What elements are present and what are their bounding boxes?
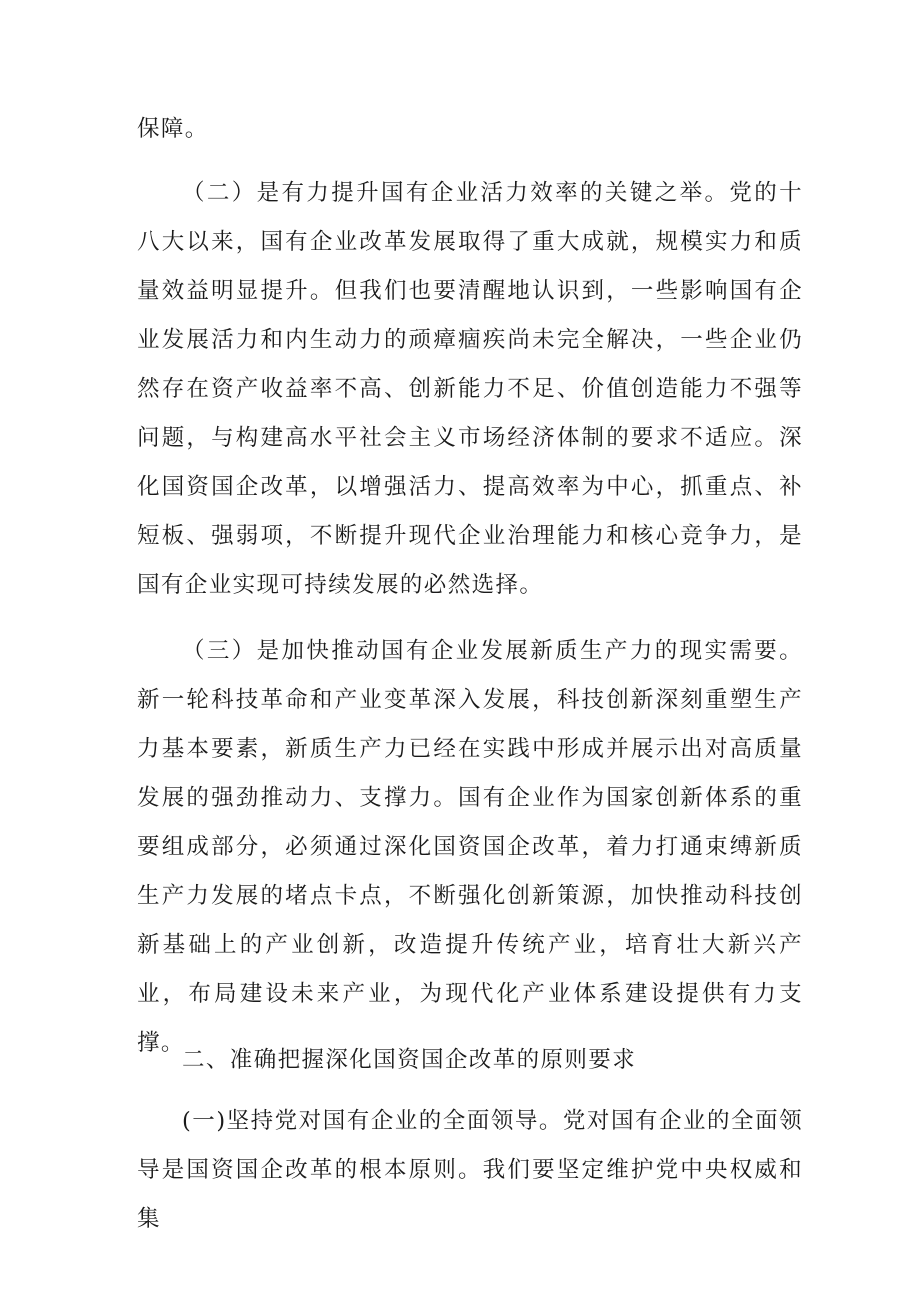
paragraph-principle-1: (一)坚持党对国有企业的全面领导。党对国有企业的全面领导是国资国企改革的根本原则。我们要坚定维护党中央权威和集 bbox=[137, 1108, 803, 1232]
paragraph-section-2: （二）是有力提升国有企业活力效率的关键之举。党的十八大以来，国有企业改革发展取得了重大成就，规模实力和质量效益明显提升。但我们也要清醒地认识到，一些影响国有企业发展活力和内生动力的顽瘴痼疾尚未完全解决，一些企业仍然存在资产收益率不高、创新能力不足、价值创造能力不强等问题，与构建高水平社会主义市场经济体制的要求不适应。深化国资国企改革，以增强活力、提高效率为中心，抓重点、补短板、强弱项，不断提升现代企业治理能力和核心竞争力，是国有企业实现可持续发展的必然选择。 bbox=[137, 180, 803, 598]
paragraph-section-3: （三）是加快推动国有企业发展新质生产力的现实需要。新一轮科技革命和产业变革深入发展，科技创新深刻重塑生产力基本要素，新质生产力已经在实践中形成并展示出对高质量发展的强劲推动力、支撑力。国有企业作为国家创新体系的重要组成部分，必须通过深化国资国企改革，着力打通束缚新质生产力发展的堵点卡点，不断强化创新策源，加快推动科技创新基础上的产业创新，改造提升传统产业，培育壮大新兴产业，布局建设未来产业，为现代化产业体系建设提供有力支撑。 bbox=[137, 638, 803, 1056]
section-heading: 二、准确把握深化国资国企改革的原则要求 bbox=[182, 1047, 637, 1073]
paragraph-continuation: 保障。 bbox=[137, 116, 209, 142]
